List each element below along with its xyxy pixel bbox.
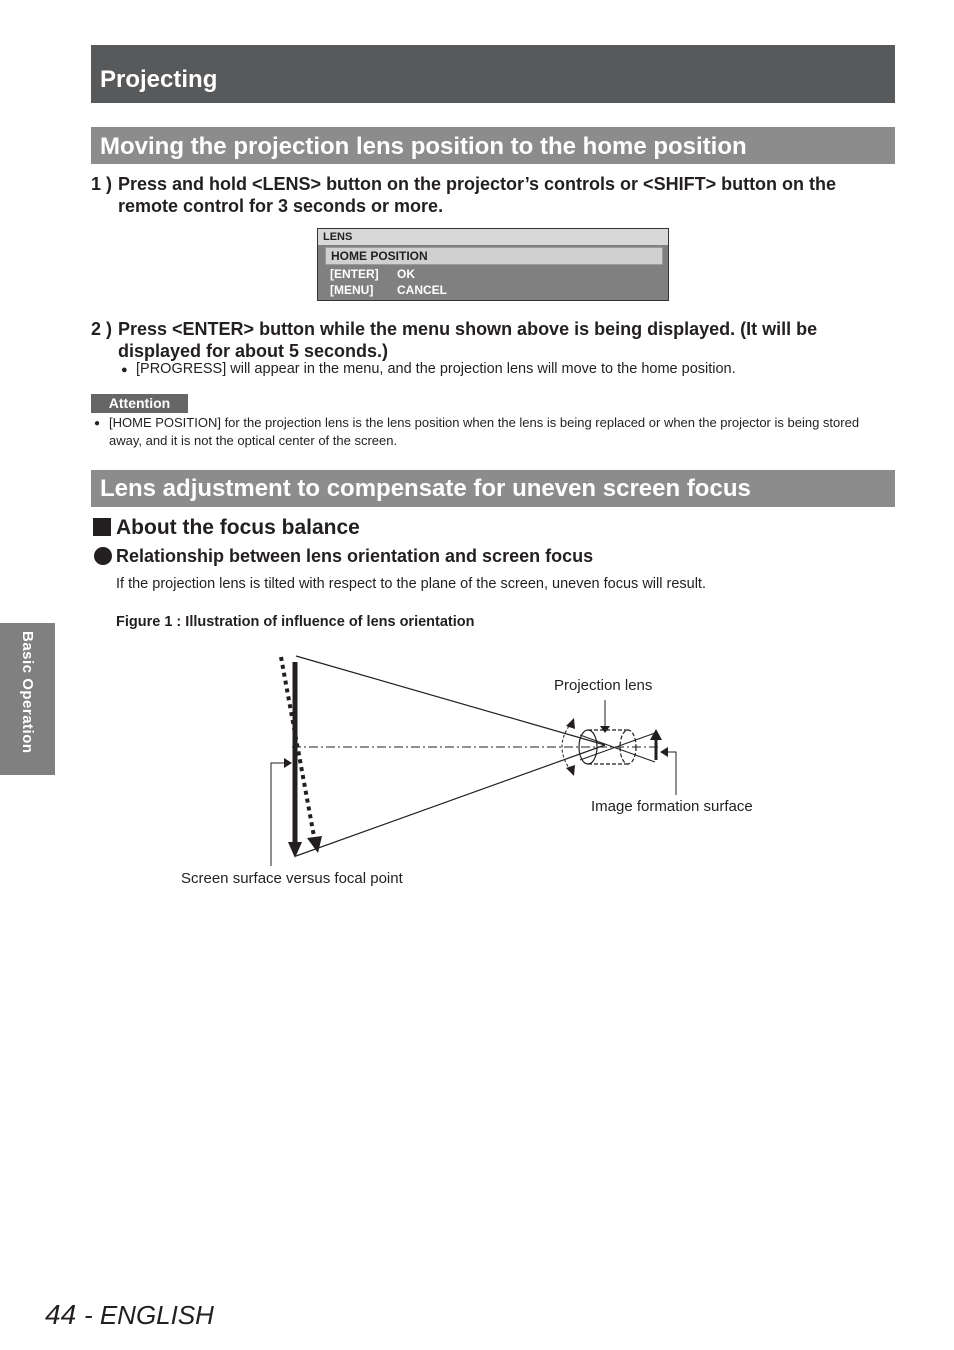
step-2-bullet: [PROGRESS] will appear in the menu, and the projection lens will move to the home position. — [136, 361, 736, 377]
attention-badge: Attention — [91, 394, 188, 413]
step-2-number: 2 ) — [91, 319, 113, 339]
page-number: 44 — [45, 1299, 77, 1330]
tilt-arc-arrow-bottom — [566, 765, 575, 776]
screen-pointer-head — [284, 758, 292, 768]
subheading-focus-balance: About the focus balance — [116, 516, 360, 539]
menu-row-key: [MENU] — [330, 283, 374, 297]
bullet-icon: ● — [94, 418, 101, 429]
lens-ray-2 — [580, 733, 655, 760]
attention-text: [HOME POSITION] for the projection lens is the lens position when the lens is being replaced or when the projector is being stored away, and it is not the optical center of the screen. — [109, 415, 860, 448]
step-2-text: Press <ENTER> button while the menu shown above is being displayed. (It will be displayed for about 5 seconds.) — [118, 319, 818, 361]
lens-ray-1 — [580, 735, 655, 762]
tilt-arc-arrow-top — [566, 718, 575, 729]
bullet-icon: ● — [121, 364, 128, 376]
menu-item-home-position: HOME POSITION — [325, 247, 663, 265]
label-image-formation-surface: Image formation surface — [591, 798, 753, 815]
menu-row-key: [ENTER] — [330, 267, 379, 281]
footer-language: - ENGLISH — [83, 1300, 214, 1330]
step-1-number: 1 ) — [91, 174, 113, 194]
menu-row-value: CANCEL — [397, 283, 447, 297]
section-title-focus: Lens adjustment to compensate for uneven screen focus — [100, 475, 751, 502]
screen-arrow-head — [288, 842, 302, 858]
focal-plane-arrow-head — [307, 836, 322, 853]
section-title-home-position: Moving the projection lens position to the home position — [100, 133, 747, 160]
menu-header: LENS — [318, 229, 668, 245]
image-pointer-line — [668, 752, 676, 795]
page-footer — [45, 1298, 214, 1332]
label-projection-lens: Projection lens — [554, 677, 653, 694]
focal-plane-dotted-line — [281, 657, 315, 842]
figure-caption: Figure 1 : Illustration of influence of lens orientation — [116, 614, 475, 630]
beam-bottom-line — [296, 745, 605, 856]
menu-row-value: OK — [397, 267, 415, 281]
label-screen-surface: Screen surface versus focal point — [181, 870, 403, 887]
side-chapter-tab — [0, 623, 55, 775]
step-1-text: Press and hold <LENS> button on the projector’s controls or <SHIFT> button on the remote control for 3 seconds or more. — [118, 174, 837, 216]
subsubheading-relationship: Relationship between lens orientation and screen focus — [116, 546, 594, 566]
side-tab-label: Basic Operation — [19, 631, 36, 754]
screen-pointer-line — [271, 763, 284, 866]
chapter-title: Projecting — [100, 66, 218, 93]
paragraph-focus: If the projection lens is tilted with respect to the plane of the screen, uneven focus will result. — [116, 576, 706, 592]
image-pointer-head — [660, 747, 668, 757]
beam-top-line — [296, 656, 605, 745]
